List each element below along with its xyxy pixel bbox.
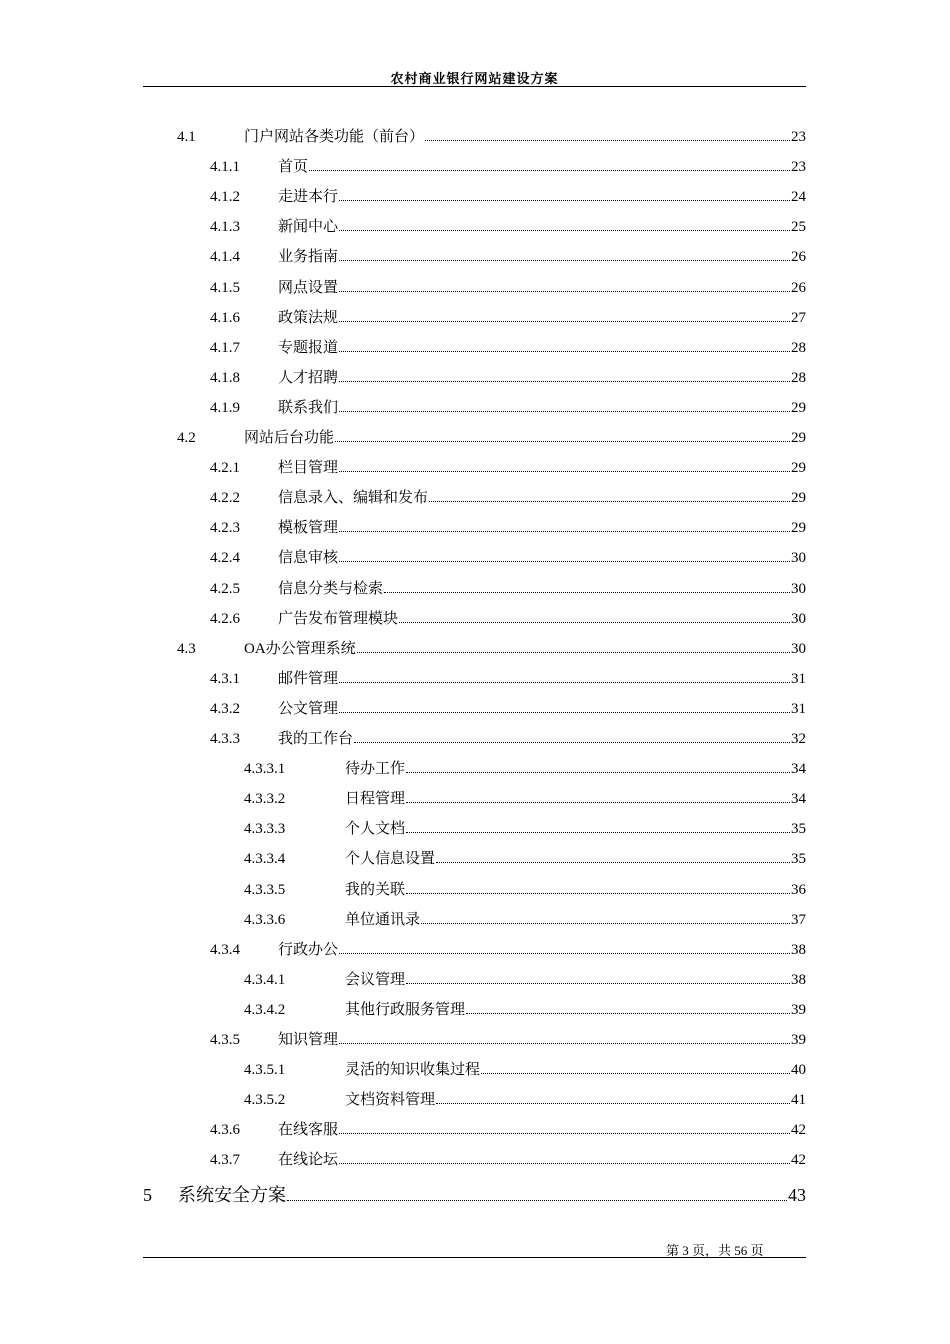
toc-entry-title: 个人文档 bbox=[345, 821, 406, 837]
toc-page-number: 36 bbox=[791, 882, 806, 898]
toc-dot-leader bbox=[339, 411, 790, 412]
toc-entry-title: 公文管理 bbox=[278, 701, 339, 717]
toc-entry-title: 在线客服 bbox=[278, 1122, 339, 1138]
toc-entry-number: 4.3.7 bbox=[210, 1152, 240, 1168]
toc-entry[interactable] bbox=[244, 879, 806, 901]
toc-dot-leader bbox=[406, 832, 790, 833]
toc-entry-number: 4.3.6 bbox=[210, 1122, 240, 1138]
toc-entry-number: 4.2.6 bbox=[210, 611, 240, 627]
toc-dot-leader bbox=[466, 1013, 790, 1014]
toc-entry-number: 4.3.2 bbox=[210, 701, 240, 717]
toc-entry[interactable] bbox=[210, 216, 806, 238]
toc-page-number: 23 bbox=[791, 129, 806, 145]
toc-entry-title: 政策法规 bbox=[278, 310, 339, 326]
toc-dot-leader bbox=[339, 200, 790, 201]
toc-dot-leader bbox=[339, 321, 790, 322]
toc-entry-number: 4.3.4.1 bbox=[244, 972, 286, 988]
toc-entry-number: 4.1.4 bbox=[210, 249, 240, 265]
toc-entry-number: 4.3.1 bbox=[210, 671, 240, 687]
toc-entry[interactable] bbox=[210, 337, 806, 359]
toc-entry-title: 邮件管理 bbox=[278, 671, 339, 687]
toc-page-number: 24 bbox=[791, 189, 806, 205]
toc-entry[interactable] bbox=[210, 307, 806, 329]
toc-entry-title: 其他行政服务管理 bbox=[345, 1002, 466, 1018]
toc-page-number: 42 bbox=[791, 1152, 806, 1168]
toc-dot-leader bbox=[354, 742, 790, 743]
toc-dot-leader bbox=[436, 1103, 790, 1104]
toc-entry[interactable] bbox=[210, 698, 806, 720]
toc-entry[interactable] bbox=[244, 758, 806, 780]
toc-dot-leader bbox=[406, 772, 790, 773]
toc-entry[interactable] bbox=[244, 848, 806, 870]
toc-page-number: 35 bbox=[791, 821, 806, 837]
toc-dot-leader bbox=[339, 682, 790, 683]
toc-entry-title: 联系我们 bbox=[278, 400, 339, 416]
toc-dot-leader bbox=[335, 441, 790, 442]
toc-dot-leader bbox=[339, 953, 790, 954]
toc-entry-number: 4.2.5 bbox=[210, 581, 240, 597]
toc-page-number: 26 bbox=[791, 280, 806, 296]
toc-entry[interactable] bbox=[210, 608, 806, 630]
toc-dot-leader bbox=[339, 471, 790, 472]
toc-entry-number: 4.3.3.6 bbox=[244, 912, 286, 928]
toc-entry-number: 4.3.3 bbox=[210, 731, 240, 747]
toc-page-number: 23 bbox=[791, 159, 806, 175]
toc-dot-leader bbox=[339, 712, 790, 713]
toc-dot-leader bbox=[339, 381, 790, 382]
toc-dot-leader bbox=[481, 1073, 790, 1074]
toc-entry-number: 4.3.4 bbox=[210, 942, 240, 958]
toc-dot-leader bbox=[339, 1163, 790, 1164]
toc-entry-title: 系统安全方案 bbox=[178, 1185, 286, 1205]
toc-entry-title: 专题报道 bbox=[278, 340, 339, 356]
toc-entry-number: 4.1.7 bbox=[210, 340, 240, 356]
toc-page-number: 39 bbox=[791, 1032, 806, 1048]
toc-entry[interactable] bbox=[177, 126, 806, 148]
toc-entry-number: 4.1.3 bbox=[210, 219, 240, 235]
toc-dot-leader bbox=[339, 531, 790, 532]
toc-entry-number: 4.3.3.1 bbox=[244, 761, 286, 777]
toc-entry[interactable] bbox=[210, 1119, 806, 1141]
toc-dot-leader bbox=[339, 230, 790, 231]
toc-page-number: 29 bbox=[791, 460, 806, 476]
toc-entry-title: 网站后台功能 bbox=[244, 430, 335, 446]
toc-entry[interactable] bbox=[244, 1059, 806, 1081]
toc-entry-number: 4.1.2 bbox=[210, 189, 240, 205]
toc-entry[interactable] bbox=[210, 668, 806, 690]
footer-rule bbox=[143, 1257, 806, 1258]
toc-entry[interactable] bbox=[244, 969, 806, 991]
toc-entry-number: 5 bbox=[143, 1185, 152, 1205]
toc-entry[interactable] bbox=[210, 277, 806, 299]
toc-entry-number: 4.2.3 bbox=[210, 520, 240, 536]
toc-entry-title: 广告发布管理模块 bbox=[278, 611, 399, 627]
toc-entry-number: 4.3.3.3 bbox=[244, 821, 286, 837]
toc-entry-title: OA办公管理系统 bbox=[244, 641, 356, 657]
toc-dot-leader bbox=[384, 592, 790, 593]
toc-entry[interactable] bbox=[210, 1029, 806, 1051]
toc-entry[interactable] bbox=[244, 818, 806, 840]
page-number-footer: 第 3 页，共 56 页 bbox=[666, 1243, 764, 1258]
toc-dot-leader bbox=[339, 260, 790, 261]
toc-entry-title: 我的关联 bbox=[345, 882, 406, 898]
toc-entry[interactable] bbox=[244, 999, 806, 1021]
toc-dot-leader bbox=[406, 802, 790, 803]
toc-page-number: 31 bbox=[791, 701, 806, 717]
toc-entry-title: 走进本行 bbox=[278, 189, 339, 205]
toc-dot-leader bbox=[421, 923, 790, 924]
toc-entry-title: 栏目管理 bbox=[278, 460, 339, 476]
toc-entry-title: 在线论坛 bbox=[278, 1152, 339, 1168]
toc-page-number: 30 bbox=[791, 550, 806, 566]
toc-dot-leader bbox=[339, 1043, 790, 1044]
toc-dot-leader bbox=[309, 170, 790, 171]
toc-entry-number: 4.3.5 bbox=[210, 1032, 240, 1048]
toc-page-number: 43 bbox=[788, 1185, 806, 1205]
toc-entry[interactable] bbox=[210, 487, 806, 509]
toc-entry-title: 日程管理 bbox=[345, 791, 406, 807]
toc-entry-number: 4.2.1 bbox=[210, 460, 240, 476]
toc-page-number: 32 bbox=[791, 731, 806, 747]
toc-entry[interactable] bbox=[210, 457, 806, 479]
toc-dot-leader bbox=[425, 140, 790, 141]
toc-entry[interactable] bbox=[210, 246, 806, 268]
toc-entry-title: 行政办公 bbox=[278, 942, 339, 958]
toc-entry[interactable] bbox=[244, 788, 806, 810]
toc-entry-number: 4.1.8 bbox=[210, 370, 240, 386]
toc-entry-title: 网点设置 bbox=[278, 280, 339, 296]
toc-dot-leader bbox=[339, 291, 790, 292]
toc-page-number: 38 bbox=[791, 972, 806, 988]
toc-entry-number: 4.3.3.4 bbox=[244, 851, 286, 867]
toc-entry[interactable] bbox=[210, 517, 806, 539]
toc-dot-leader bbox=[339, 351, 790, 352]
toc-entry-title: 知识管理 bbox=[278, 1032, 339, 1048]
toc-page-number: 42 bbox=[791, 1122, 806, 1138]
toc-dot-leader bbox=[339, 1133, 790, 1134]
toc-entry-number: 4.2.4 bbox=[210, 550, 240, 566]
toc-entry[interactable] bbox=[210, 1149, 806, 1171]
toc-entry-title: 待办工作 bbox=[345, 761, 406, 777]
toc-entry-title: 我的工作台 bbox=[278, 731, 354, 747]
toc-entry-number: 4.1.1 bbox=[210, 159, 240, 175]
toc-entry-title: 信息录入、编辑和发布 bbox=[278, 490, 429, 506]
toc-page-number: 29 bbox=[791, 520, 806, 536]
toc-entry-number: 4.2.2 bbox=[210, 490, 240, 506]
toc-entry[interactable] bbox=[143, 1182, 806, 1208]
toc-entry-number: 4.3.4.2 bbox=[244, 1002, 286, 1018]
toc-page-number: 40 bbox=[791, 1062, 806, 1078]
toc-page-number: 34 bbox=[791, 791, 806, 807]
toc-page-number: 31 bbox=[791, 671, 806, 687]
toc-entry-number: 4.2 bbox=[177, 430, 196, 446]
toc-page-number: 39 bbox=[791, 1002, 806, 1018]
toc-page-number: 38 bbox=[791, 942, 806, 958]
toc-entry-number: 4.3.5.1 bbox=[244, 1062, 286, 1078]
toc-entry[interactable] bbox=[210, 156, 806, 178]
toc-page-number: 29 bbox=[791, 490, 806, 506]
toc-entry[interactable] bbox=[210, 547, 806, 569]
toc-entry-number: 4.3.5.2 bbox=[244, 1092, 286, 1108]
toc-dot-leader bbox=[436, 862, 790, 863]
toc-entry-number: 4.1.6 bbox=[210, 310, 240, 326]
toc-entry-title: 新闻中心 bbox=[278, 219, 339, 235]
toc-entry-title: 业务指南 bbox=[278, 249, 339, 265]
toc-entry[interactable] bbox=[210, 367, 806, 389]
toc-entry-title: 单位通讯录 bbox=[345, 912, 421, 928]
toc-dot-leader bbox=[406, 983, 790, 984]
toc-entry[interactable] bbox=[210, 728, 806, 750]
toc-page-number: 25 bbox=[791, 219, 806, 235]
toc-page-number: 41 bbox=[791, 1092, 806, 1108]
toc-dot-leader bbox=[357, 652, 790, 653]
toc-entry-number: 4.3 bbox=[177, 641, 196, 657]
toc-page-number: 28 bbox=[791, 370, 806, 386]
toc-entry[interactable] bbox=[244, 1089, 806, 1111]
toc-page-number: 30 bbox=[791, 581, 806, 597]
toc-entry-title: 个人信息设置 bbox=[345, 851, 436, 867]
toc-dot-leader bbox=[287, 1200, 787, 1201]
toc-entry-number: 4.1.5 bbox=[210, 280, 240, 296]
toc-entry-title: 模板管理 bbox=[278, 520, 339, 536]
toc-page-number: 26 bbox=[791, 249, 806, 265]
toc-dot-leader bbox=[339, 561, 790, 562]
toc-page-number: 29 bbox=[791, 430, 806, 446]
toc-page-number: 30 bbox=[791, 641, 806, 657]
header-rule bbox=[143, 86, 806, 87]
toc-page-number: 30 bbox=[791, 611, 806, 627]
toc-entry-title: 人才招聘 bbox=[278, 370, 339, 386]
toc-entry[interactable] bbox=[210, 397, 806, 419]
toc-entry-title: 信息审核 bbox=[278, 550, 339, 566]
toc-entry[interactable] bbox=[177, 427, 806, 449]
toc-entry[interactable] bbox=[210, 939, 806, 961]
toc-page-number: 29 bbox=[791, 400, 806, 416]
toc-entry-number: 4.1.9 bbox=[210, 400, 240, 416]
running-header-title: 农村商业银行网站建设方案 bbox=[390, 71, 559, 86]
toc-page-number: 28 bbox=[791, 340, 806, 356]
toc-entry[interactable] bbox=[177, 638, 806, 660]
toc-entry-number: 4.3.3.5 bbox=[244, 882, 286, 898]
toc-entry-number: 4.3.3.2 bbox=[244, 791, 286, 807]
toc-entry-title: 信息分类与检索 bbox=[278, 581, 384, 597]
toc-dot-leader bbox=[406, 893, 790, 894]
toc-dot-leader bbox=[399, 622, 790, 623]
toc-page-number: 34 bbox=[791, 761, 806, 777]
toc-entry-title: 首页 bbox=[278, 159, 309, 175]
toc-entry-number: 4.1 bbox=[177, 129, 196, 145]
toc-entry[interactable] bbox=[210, 186, 806, 208]
toc-page-number: 37 bbox=[791, 912, 806, 928]
toc-entry-title: 文档资料管理 bbox=[345, 1092, 436, 1108]
toc-entry-title: 会议管理 bbox=[345, 972, 406, 988]
toc-dot-leader bbox=[429, 501, 790, 502]
toc-page-number: 35 bbox=[791, 851, 806, 867]
toc-page-number: 27 bbox=[791, 310, 806, 326]
toc-entry-title: 门户网站各类功能（前台） bbox=[244, 129, 425, 145]
toc-entry[interactable] bbox=[210, 578, 806, 600]
toc-entry-title: 灵活的知识收集过程 bbox=[345, 1062, 481, 1078]
toc-entry[interactable] bbox=[244, 909, 806, 931]
